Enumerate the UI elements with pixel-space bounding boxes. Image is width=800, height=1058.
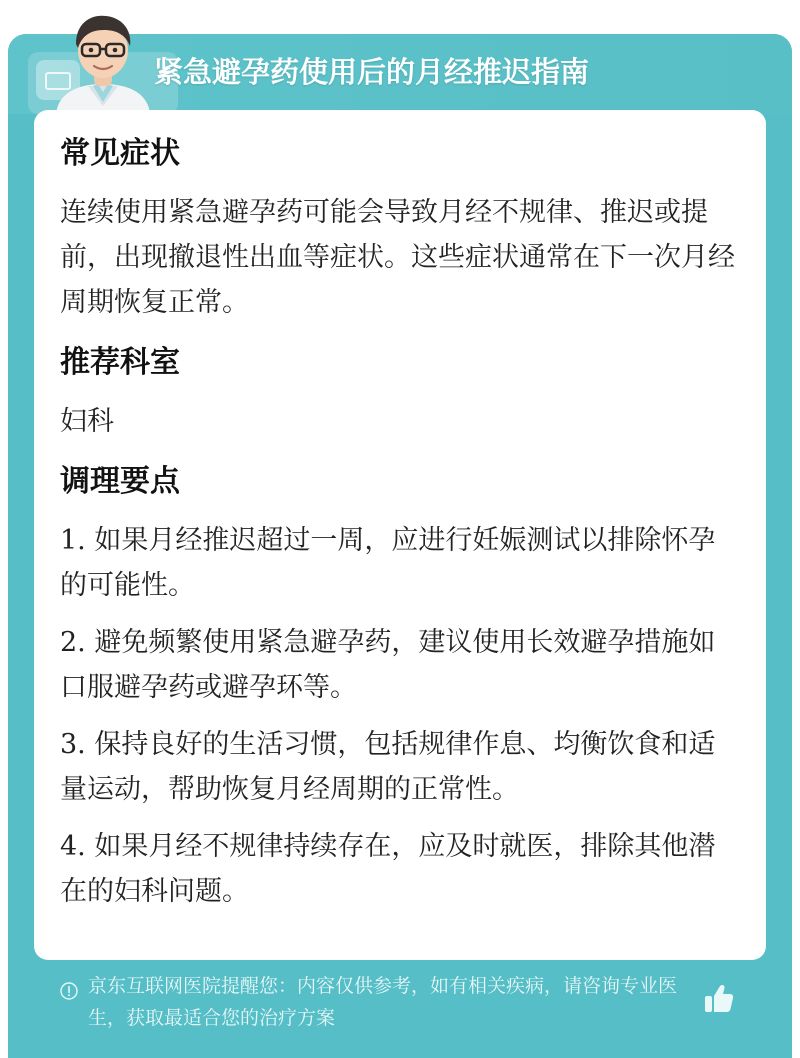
department-paragraph: 妇科 — [60, 406, 114, 437]
section-heading-symptoms: 常见症状 — [60, 136, 180, 171]
care-point-number: 4. — [60, 831, 86, 862]
care-point-text: 如果月经不规律持续存在，应及时就医，排除其他潜在的妇科问题。 — [60, 831, 716, 907]
footer-disclaimer — [60, 970, 700, 1034]
care-point-text: 如果月经推迟超过一周，应进行妊娠测试以排除怀孕的可能性。 — [60, 525, 716, 601]
care-point-item — [60, 722, 740, 812]
section-heading-care-points: 调理要点 — [60, 464, 180, 499]
section-heading-department: 推荐科室 — [60, 345, 180, 380]
page-title: 紧急避孕药使用后的月经推迟指南 — [154, 55, 590, 89]
care-point-item — [60, 824, 740, 914]
care-point-number: 3. — [60, 729, 86, 760]
care-point-number: 1. — [60, 525, 86, 556]
care-point-number: 2. — [60, 627, 86, 658]
article-body — [60, 120, 740, 926]
care-point-text: 避免频繁使用紧急避孕药，建议使用长效避孕措施如口服避孕药或避孕环等。 — [60, 627, 716, 703]
symptoms-paragraph: 连续使用紧急避孕药可能会导致月经不规律、推迟或提前，出现撤退性出血等症状。这些症状通常在下一次月经周期恢复正常。 — [60, 197, 735, 318]
care-point-item — [60, 518, 740, 608]
disclaimer-text: 京东互联网医院提醒您：内容仅供参考，如有相关疾病，请咨询专业医生，获取最适合您的治疗方案 — [88, 975, 678, 1029]
care-point-text: 保持良好的生活习惯，包括规律作息、均衡饮食和适量运动，帮助恢复月经周期的正常性。 — [60, 729, 716, 805]
info-circle-icon — [60, 982, 78, 1000]
thumbs-up-icon[interactable] — [702, 982, 736, 1016]
care-point-item — [60, 620, 740, 710]
doctor-avatar — [48, 6, 158, 114]
